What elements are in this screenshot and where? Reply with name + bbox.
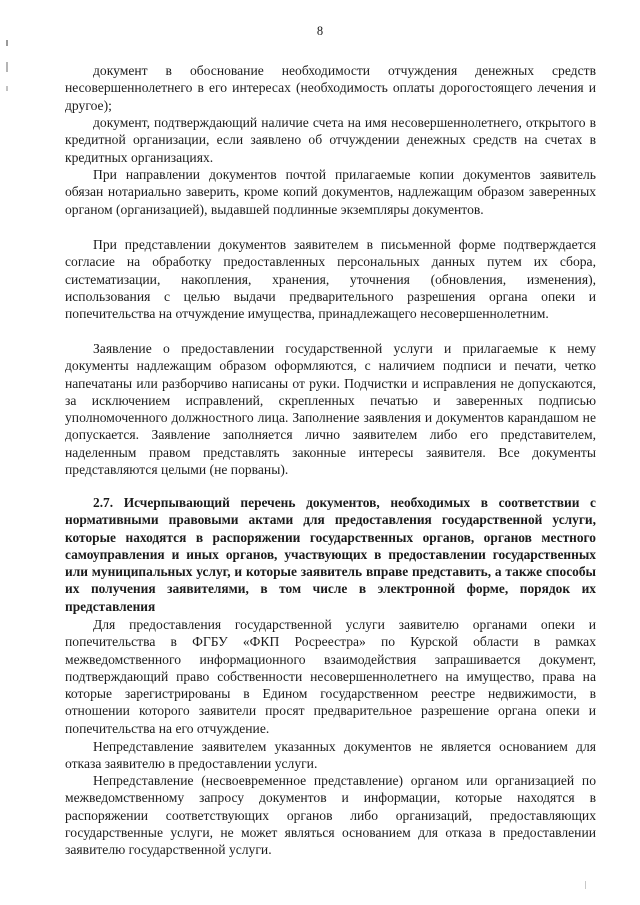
scan-margin-mark	[585, 881, 586, 889]
scan-margin-mark	[6, 40, 8, 46]
section-heading: 2.7. Исчерпывающий перечень документов, необходимых в соответствии с нормативными правовыми актами для предоставления государственной услуги, которые находятся в распоряжении государственных органов, органов местного самоуправления и иных органов, участвующих в предоставлении государственных или муниципальных услуг, и которые заявитель вправе представить, а также способы их получения заявителями, в том числе в электронной форме, порядок их представления	[65, 495, 596, 614]
paragraph: При представлении документов заявителем в письменной форме подтверждается согласие на обработку предоставленных персональных данных путем их сбора, систематизации, накопления, хранения, уточнения (обновления, изменения), использования с целью выдачи предварительного разрешения органа опеки и попечительства на отчуждение имущества, принадлежащего несовершеннолетним.	[65, 237, 596, 322]
paragraph: Непредставление (несвоевременное представление) органом или организацией по межведомственному запросу документов и информации, которые находятся в распоряжении соответствующих органов либо организаций, предоставляющих государственные услуги, не может являться основанием для отказа в предоставлении заявителю государственной услуги.	[65, 773, 596, 858]
scan-margin-mark	[6, 86, 8, 91]
scan-margin-mark	[6, 62, 8, 72]
paragraph: Непредставление заявителем указанных документов не является основанием для отказа заявителю в предоставлении услуги.	[65, 739, 596, 772]
paragraph: документ в обоснование необходимости отчуждения денежных средств несовершеннолетнего в его интересах (необходимость оплаты дорогостоящего лечения и другое);	[65, 63, 596, 113]
page-number: 8	[316, 24, 324, 38]
paragraph: При направлении документов почтой прилагаемые копии документов заявитель обязан нотариально заверить, кроме копий документов, надлежащим образом заверенных органом (организацией), выдавшей подлинные экземпляры документов.	[65, 167, 596, 217]
paragraph: документ, подтверждающий наличие счета на имя несовершеннолетнего, открытого в кредитной организации, если заявлено об отчуждении денежных средств на счетах в кредитных организациях.	[65, 115, 596, 165]
paragraph: Заявление о предоставлении государственной услуги и прилагаемые к нему документы надлежащим образом оформляются, с наличием подписи и печати, четко напечатаны или разборчиво написаны от руки. Подчистки и исправления не допускаются, за исключением исправлений, скрепленных печатью и заверенных подписью уполномоченного должностного лица. Заполнение заявления и документов карандашом не допускается. Заявление заполняется лично заявителем либо его представителем, наделенным правом представлять законные интересы заявителя. Все документы представляются целыми (не порваны).	[65, 341, 596, 478]
paragraph: Для предоставления государственной услуги заявителю органами опеки и попечительства в ФГБУ «ФКП Росреестра» по Курской области в рамках межведомственного информационного взаимодействия запрашивается документ, подтверждающий право собственности несовершеннолетнего на имущество, права на которые зарегистрированы в Едином государственном реестре недвижимости, в отношении которого заявители просят предварительное разрешение органа опеки и попечительства на его отчуждение.	[65, 617, 596, 736]
